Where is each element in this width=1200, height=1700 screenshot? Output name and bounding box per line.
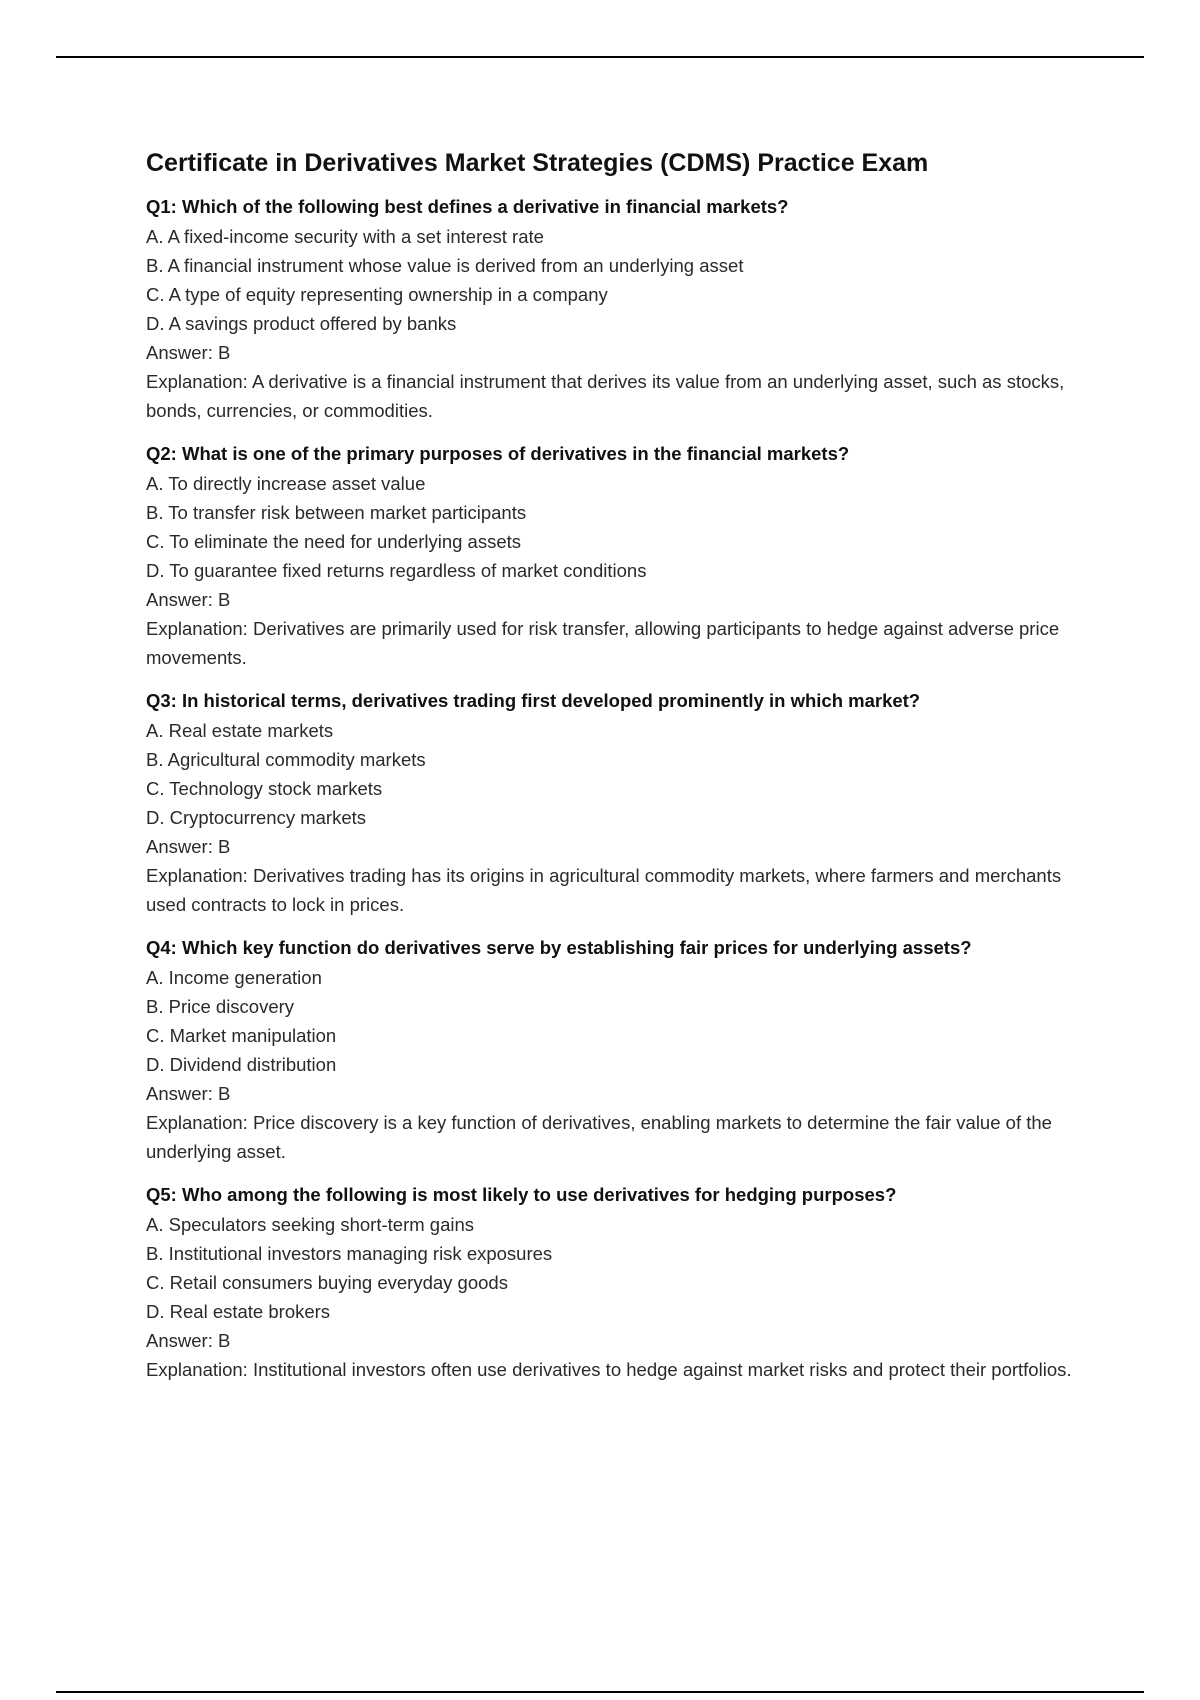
explanation-text: Explanation: Institutional investors often use derivatives to hedge against market risks and protect their portfolios.: [146, 1359, 1072, 1380]
option-c: C. To eliminate the need for underlying assets: [146, 531, 522, 552]
question-text: Q4: Which key function do derivatives serve by establishing fair prices for underlying assets?: [146, 937, 972, 958]
question-text: Q1: Which of the following best defines a derivative in financial markets?: [146, 196, 789, 217]
option-a: A. Real estate markets: [146, 720, 334, 741]
option-c: C. Market manipulation: [146, 1025, 337, 1046]
option-b: B. Institutional investors managing risk exposures: [146, 1243, 553, 1264]
option-d: D. Cryptocurrency markets: [146, 807, 366, 828]
explanation-text: Explanation: Derivatives trading has its origins in agricultural commodity markets, where farmers and merchants used contracts to lock in prices.: [146, 865, 1062, 915]
option-a: A. A fixed-income security with a set interest rate: [146, 226, 544, 247]
question-text: Q2: What is one of the primary purposes of derivatives in the financial markets?: [146, 443, 850, 464]
explanation-text: Explanation: Derivatives are primarily used for risk transfer, allowing participants to hedge against adverse price movements.: [146, 618, 1060, 668]
option-c: C. Technology stock markets: [146, 778, 383, 799]
explanation-text: Explanation: Price discovery is a key function of derivatives, enabling markets to determine the fair value of the underlying asset.: [146, 1112, 1052, 1162]
option-c: C. A type of equity representing ownership in a company: [146, 284, 608, 305]
question-block-5: [146, 1180, 1106, 1384]
answer-line: Answer: B: [146, 836, 231, 857]
explanation-text: Explanation: A derivative is a financial instrument that derives its value from an underlying asset, such as stocks, bonds, currencies, or commodities.: [146, 371, 1065, 421]
question-block-3: [146, 686, 1106, 919]
answer-line: Answer: B: [146, 1083, 231, 1104]
option-b: B. Price discovery: [146, 996, 295, 1017]
option-d: D. Dividend distribution: [146, 1054, 337, 1075]
answer-line: Answer: B: [146, 342, 231, 363]
option-a: A. To directly increase asset value: [146, 473, 426, 494]
option-d: D. Real estate brokers: [146, 1301, 331, 1322]
question-block-2: [146, 439, 1106, 672]
answer-line: Answer: B: [146, 1330, 231, 1351]
question-block-4: [146, 933, 1106, 1166]
header-rule: [56, 56, 1144, 58]
option-b: B. A financial instrument whose value is derived from an underlying asset: [146, 255, 744, 276]
footer-rule: [56, 1691, 1144, 1693]
question-text: Q5: Who among the following is most likely to use derivatives for hedging purposes?: [146, 1184, 897, 1205]
question-text: Q3: In historical terms, derivatives trading first developed prominently in which market?: [146, 690, 921, 711]
option-a: A. Income generation: [146, 967, 322, 988]
option-d: D. To guarantee fixed returns regardless of market conditions: [146, 560, 647, 581]
option-a: A. Speculators seeking short-term gains: [146, 1214, 475, 1235]
document-title: Certificate in Derivatives Market Strategies (CDMS) Practice Exam: [146, 149, 929, 177]
option-d: D. A savings product offered by banks: [146, 313, 457, 334]
question-block-1: [146, 192, 1106, 425]
option-c: C. Retail consumers buying everyday goods: [146, 1272, 508, 1293]
option-b: B. To transfer risk between market participants: [146, 502, 527, 523]
option-b: B. Agricultural commodity markets: [146, 749, 426, 770]
answer-line: Answer: B: [146, 589, 231, 610]
document-body: [146, 146, 1106, 1398]
